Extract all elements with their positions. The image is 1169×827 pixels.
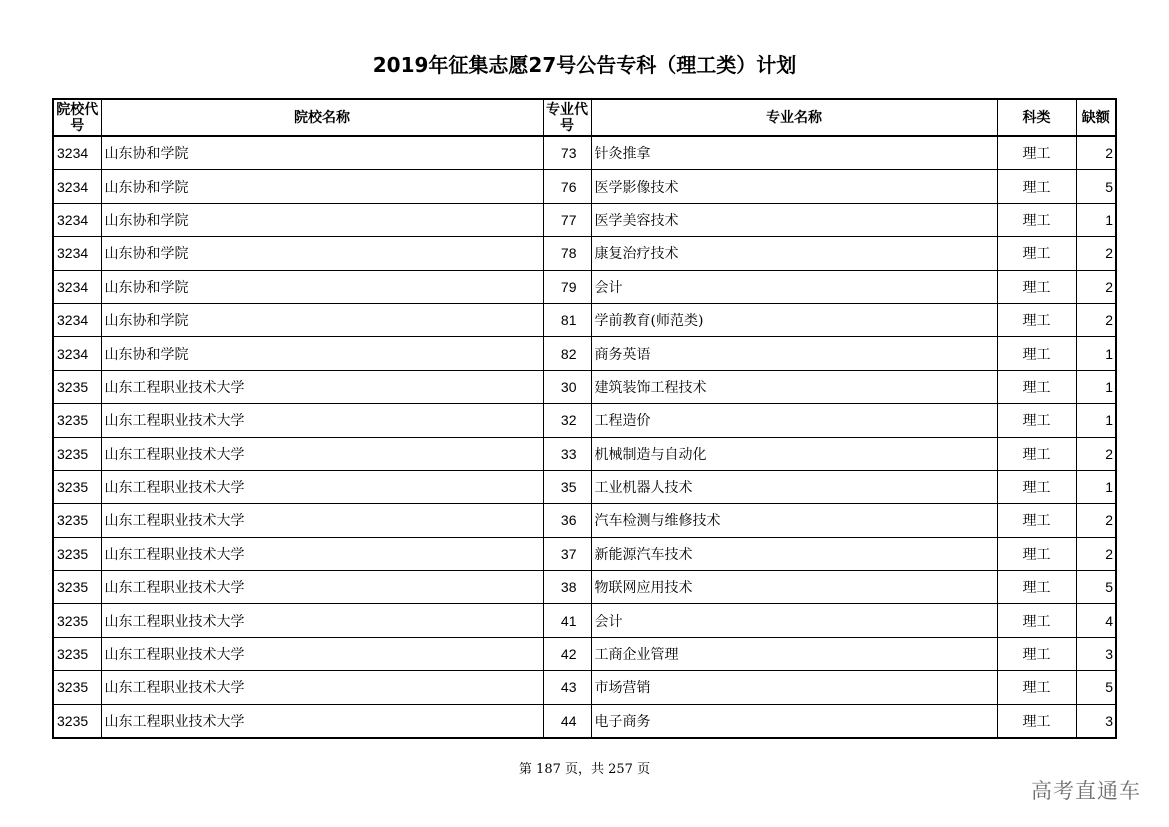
cell-major-name: 医学美容技术	[591, 203, 997, 236]
cell-school-code: 3235	[53, 404, 101, 437]
cell-major-code: 43	[543, 671, 591, 704]
cell-category: 理工	[997, 370, 1076, 403]
table-row	[53, 404, 1116, 437]
cell-school-code: 3235	[53, 704, 101, 738]
cell-major-name: 医学影像技术	[591, 170, 997, 203]
cell-school-code: 3235	[53, 470, 101, 503]
cell-school-code: 3235	[53, 604, 101, 637]
cell-quota: 2	[1076, 237, 1116, 270]
table-header-row	[53, 99, 1116, 136]
cell-school-code: 3234	[53, 170, 101, 203]
cell-category: 理工	[997, 404, 1076, 437]
table-row	[53, 237, 1116, 270]
table-row	[53, 604, 1116, 637]
cell-school-code: 3235	[53, 370, 101, 403]
enrollment-plan-table	[52, 98, 1117, 739]
table-row	[53, 270, 1116, 303]
header-school-name: 院校名称	[101, 99, 543, 136]
cell-school-name: 山东协和学院	[101, 303, 543, 336]
cell-major-code: 82	[543, 337, 591, 370]
cell-quota: 3	[1076, 704, 1116, 738]
cell-major-name: 机械制造与自动化	[591, 437, 997, 470]
cell-category: 理工	[997, 303, 1076, 336]
cell-quota: 2	[1076, 270, 1116, 303]
cell-major-code: 77	[543, 203, 591, 236]
cell-category: 理工	[997, 571, 1076, 604]
cell-quota: 5	[1076, 571, 1116, 604]
table-row	[53, 470, 1116, 503]
cell-school-name: 山东工程职业技术大学	[101, 404, 543, 437]
page-footer: 第 187 页，共 257 页	[518, 762, 651, 777]
cell-quota: 5	[1076, 671, 1116, 704]
cell-school-name: 山东协和学院	[101, 203, 543, 236]
cell-school-name: 山东协和学院	[101, 237, 543, 270]
cell-school-name: 山东工程职业技术大学	[101, 637, 543, 670]
cell-quota: 1	[1076, 404, 1116, 437]
cell-school-name: 山东协和学院	[101, 337, 543, 370]
cell-school-code: 3234	[53, 203, 101, 236]
cell-school-code: 3234	[53, 237, 101, 270]
cell-category: 理工	[997, 170, 1076, 203]
cell-major-code: 42	[543, 637, 591, 670]
cell-school-name: 山东工程职业技术大学	[101, 470, 543, 503]
table-row	[53, 303, 1116, 336]
cell-major-name: 汽车检测与维修技术	[591, 504, 997, 537]
cell-school-name: 山东工程职业技术大学	[101, 704, 543, 738]
cell-quota: 1	[1076, 203, 1116, 236]
cell-major-code: 35	[543, 470, 591, 503]
cell-major-code: 30	[543, 370, 591, 403]
cell-category: 理工	[997, 136, 1076, 170]
table-body	[53, 136, 1116, 738]
cell-major-code: 32	[543, 404, 591, 437]
table-row	[53, 437, 1116, 470]
cell-quota: 2	[1076, 303, 1116, 336]
cell-quota: 4	[1076, 604, 1116, 637]
header-school-code: 院校代号	[53, 99, 101, 136]
cell-quota: 1	[1076, 370, 1116, 403]
cell-major-code: 73	[543, 136, 591, 170]
cell-school-name: 山东协和学院	[101, 170, 543, 203]
cell-category: 理工	[997, 203, 1076, 236]
table-row	[53, 704, 1116, 738]
cell-major-name: 工业机器人技术	[591, 470, 997, 503]
header-major-code: 专业代号	[543, 99, 591, 136]
cell-school-name: 山东工程职业技术大学	[101, 571, 543, 604]
header-major-name: 专业名称	[591, 99, 997, 136]
table-row	[53, 136, 1116, 170]
table-row	[53, 337, 1116, 370]
cell-quota: 2	[1076, 136, 1116, 170]
table-row	[53, 170, 1116, 203]
table-row	[53, 370, 1116, 403]
cell-major-code: 36	[543, 504, 591, 537]
header-quota: 缺额	[1076, 99, 1116, 136]
cell-school-code: 3234	[53, 303, 101, 336]
table-row	[53, 203, 1116, 236]
cell-category: 理工	[997, 337, 1076, 370]
cell-major-code: 41	[543, 604, 591, 637]
cell-major-name: 会计	[591, 270, 997, 303]
cell-school-name: 山东工程职业技术大学	[101, 504, 543, 537]
cell-school-code: 3235	[53, 537, 101, 570]
cell-school-name: 山东工程职业技术大学	[101, 437, 543, 470]
cell-major-name: 会计	[591, 604, 997, 637]
cell-category: 理工	[997, 270, 1076, 303]
cell-major-name: 建筑装饰工程技术	[591, 370, 997, 403]
table-row	[53, 571, 1116, 604]
cell-major-code: 81	[543, 303, 591, 336]
watermark: 高考直通车	[1031, 779, 1141, 803]
cell-quota: 1	[1076, 337, 1116, 370]
cell-school-code: 3235	[53, 437, 101, 470]
header-category: 科类	[997, 99, 1076, 136]
cell-category: 理工	[997, 504, 1076, 537]
cell-major-code: 44	[543, 704, 591, 738]
cell-major-name: 市场营销	[591, 671, 997, 704]
cell-major-name: 针灸推拿	[591, 136, 997, 170]
cell-category: 理工	[997, 470, 1076, 503]
cell-school-code: 3234	[53, 136, 101, 170]
page-title: 2019年征集志愿27号公告专科（理工类）计划	[372, 53, 797, 77]
cell-category: 理工	[997, 671, 1076, 704]
cell-category: 理工	[997, 237, 1076, 270]
cell-major-name: 电子商务	[591, 704, 997, 738]
cell-major-code: 37	[543, 537, 591, 570]
cell-school-code: 3235	[53, 671, 101, 704]
cell-major-name: 工商企业管理	[591, 637, 997, 670]
cell-school-name: 山东协和学院	[101, 270, 543, 303]
cell-category: 理工	[997, 637, 1076, 670]
cell-category: 理工	[997, 704, 1076, 738]
cell-category: 理工	[997, 604, 1076, 637]
cell-major-name: 学前教育(师范类)	[591, 303, 997, 336]
cell-school-code: 3235	[53, 571, 101, 604]
cell-school-code: 3235	[53, 637, 101, 670]
cell-school-name: 山东工程职业技术大学	[101, 370, 543, 403]
cell-school-name: 山东工程职业技术大学	[101, 604, 543, 637]
cell-major-name: 商务英语	[591, 337, 997, 370]
cell-quota: 5	[1076, 170, 1116, 203]
cell-quota: 2	[1076, 437, 1116, 470]
cell-major-code: 33	[543, 437, 591, 470]
cell-school-code: 3234	[53, 337, 101, 370]
cell-category: 理工	[997, 437, 1076, 470]
cell-school-code: 3235	[53, 504, 101, 537]
cell-major-name: 新能源汽车技术	[591, 537, 997, 570]
cell-major-name: 物联网应用技术	[591, 571, 997, 604]
cell-quota: 2	[1076, 537, 1116, 570]
cell-category: 理工	[997, 537, 1076, 570]
cell-school-name: 山东协和学院	[101, 136, 543, 170]
cell-major-code: 76	[543, 170, 591, 203]
cell-quota: 3	[1076, 637, 1116, 670]
table-row	[53, 671, 1116, 704]
table-row	[53, 637, 1116, 670]
cell-quota: 2	[1076, 504, 1116, 537]
table-row	[53, 504, 1116, 537]
cell-quota: 1	[1076, 470, 1116, 503]
table-row	[53, 537, 1116, 570]
cell-major-code: 78	[543, 237, 591, 270]
cell-major-code: 79	[543, 270, 591, 303]
cell-major-name: 工程造价	[591, 404, 997, 437]
cell-major-code: 38	[543, 571, 591, 604]
cell-school-name: 山东工程职业技术大学	[101, 671, 543, 704]
cell-major-name: 康复治疗技术	[591, 237, 997, 270]
cell-school-name: 山东工程职业技术大学	[101, 537, 543, 570]
cell-school-code: 3234	[53, 270, 101, 303]
